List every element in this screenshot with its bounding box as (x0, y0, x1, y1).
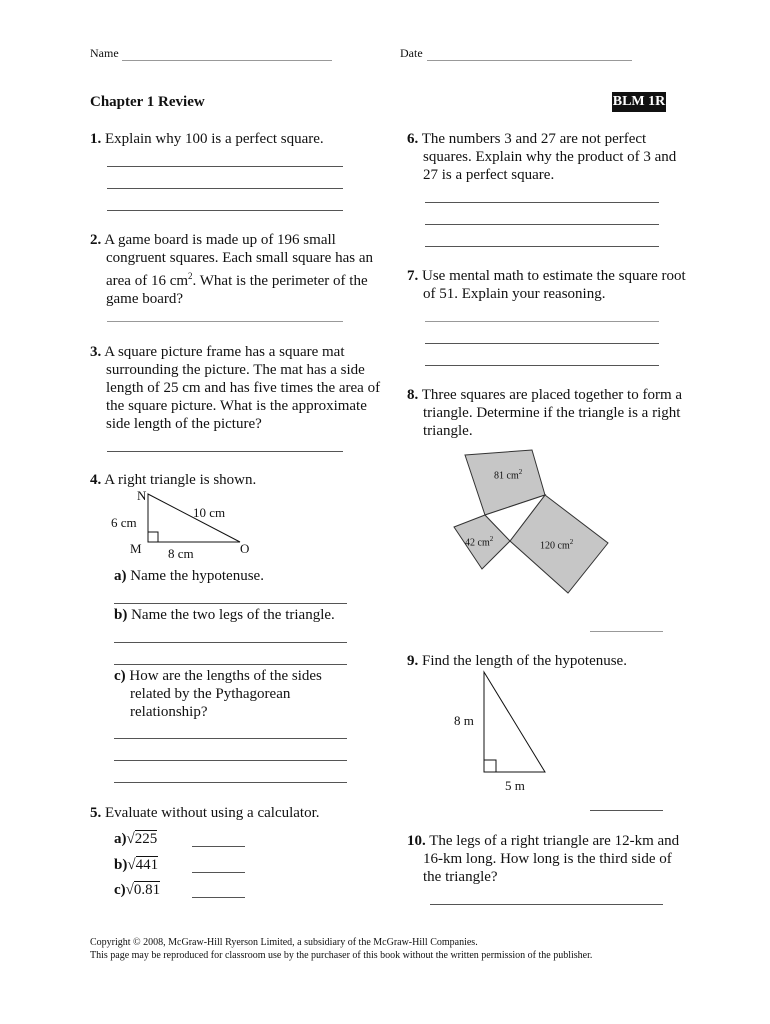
copyright-line-1: Copyright © 2008, McGraw-Hill Ryerson Limited, a subsidiary of the McGraw-Hill Companies. (90, 937, 478, 948)
q9-text: Find the length of the hypotenuse. (422, 653, 627, 669)
q7-text: Use mental math to estimate the square root of 51. Explain your reasoning. (422, 268, 686, 302)
vertex-o: O (240, 541, 250, 556)
q4b-label: b) (114, 607, 128, 623)
q8-text: Three squares are placed together to form a triangle. Determine if the triangle is a right triangle. (421, 387, 683, 439)
right-angle-marker (484, 760, 496, 772)
q6-answer-line-1[interactable] (425, 202, 659, 203)
square-42-label: 42 $cm^2$ (465, 535, 494, 549)
q5-text: Evaluate without using a calculator. (105, 805, 320, 821)
q3-answer-line[interactable] (107, 451, 343, 452)
vertex-n: N (137, 488, 147, 503)
q4b (114, 606, 335, 624)
q2-text-b: . What is the perimeter of the game board? (106, 273, 368, 307)
q6-number: 6. (407, 131, 419, 147)
q5a-answer-line[interactable] (192, 846, 245, 847)
right-angle-marker (148, 532, 158, 542)
q2-number: 2. (90, 232, 102, 248)
q6-answer-line-3[interactable] (425, 246, 659, 247)
copyright-line-2: This page may be reproduced for classroom use by the purchaser of this book without the written permission of the publisher. (90, 950, 593, 961)
q9-number: 9. (407, 653, 419, 669)
side-8m-label: 8 m (454, 713, 474, 728)
square-120-label: 120 $cm^2$ (540, 538, 574, 552)
question-8 (407, 386, 688, 440)
q9-answer-line[interactable] (590, 810, 663, 811)
square-81-label: 81 $cm^2$ (494, 468, 523, 482)
q4c-answer-line-2[interactable] (114, 760, 347, 761)
q4b-answer-line-1[interactable] (114, 642, 347, 643)
vertex-m: M (130, 541, 142, 556)
question-1 (90, 130, 360, 148)
q2-answer-line[interactable] (107, 321, 343, 322)
q4c-text: How are the lengths of the sides related by the Pythagorean relationship? (129, 668, 322, 720)
q1-number: 1. (90, 131, 102, 147)
q5b-label: b) (114, 857, 128, 873)
triangle-q9 (484, 672, 545, 772)
question-6 (407, 130, 688, 184)
q1-answer-line-3[interactable] (107, 210, 343, 211)
q3-number: 3. (90, 344, 102, 360)
q7-number: 7. (407, 268, 419, 284)
q4b-answer-line-2[interactable] (114, 664, 347, 665)
question-5 (90, 804, 320, 822)
q10-number: 10. (407, 833, 426, 849)
q7-answer-line-1[interactable] (425, 321, 659, 322)
three-squares-figure (440, 445, 620, 595)
q4a-text: Name the hypotenuse. (130, 568, 264, 584)
q5b-answer-line[interactable] (192, 872, 245, 873)
q6-text: The numbers 3 and 27 are not perfect squares. Explain why the product of 3 and 27 is a perfect square. (421, 131, 677, 183)
page-title: Chapter 1 Review (90, 94, 205, 110)
q5c-label: c) (114, 882, 126, 898)
question-10 (407, 832, 693, 886)
q7-answer-line-3[interactable] (425, 365, 659, 366)
q4a (114, 567, 264, 585)
q5c-radicand: 0.81 (133, 882, 161, 898)
question-7 (407, 267, 688, 303)
q5a (114, 830, 157, 848)
q5a-label: a) (114, 831, 127, 847)
q4c-answer-line-1[interactable] (114, 738, 347, 739)
sqrt-icon: √ (126, 831, 135, 847)
q5c (114, 881, 160, 899)
q1-text: Explain why 100 is a perfect square. (105, 131, 324, 147)
q1-answer-line-2[interactable] (107, 188, 343, 189)
name-field-line[interactable] (122, 60, 332, 61)
q4c (114, 667, 360, 721)
q10-answer-line[interactable] (430, 904, 663, 905)
q4b-text: Name the two legs of the triangle. (131, 607, 335, 623)
q7-answer-line-2[interactable] (425, 343, 659, 344)
copyright-footer (90, 936, 690, 962)
sqrt-icon: √ (125, 882, 134, 898)
name-label: Name (90, 46, 119, 60)
q4c-label: c) (114, 668, 126, 684)
q6-answer-line-2[interactable] (425, 224, 659, 225)
q2-superscript: 2 (188, 271, 193, 281)
q8-answer-line[interactable] (590, 631, 663, 632)
question-3 (90, 343, 386, 433)
q8-number: 8. (407, 387, 419, 403)
side-mo-label: 8 cm (168, 546, 194, 561)
blm-badge: BLM 1R (612, 92, 666, 112)
question-4 (90, 471, 350, 489)
q4a-label: a) (114, 568, 127, 584)
q4c-answer-line-3[interactable] (114, 782, 347, 783)
q5b-radicand: 441 (135, 857, 159, 873)
q10-text: The legs of a right triangle are 12-km and 16-km long. How long is the third side of the triangle? (423, 833, 680, 885)
q5b (114, 856, 158, 874)
q2-text-a: A game board is made up of 196 small congruent squares. Each small square has an area of 16 cm (104, 232, 373, 289)
q3-text: A square picture frame has a square mat surrounding the picture. The mat has a side length of 25 cm and has five times the area of the square picture. What is the approximate side length of the picture? (104, 344, 381, 432)
q5c-answer-line[interactable] (192, 897, 245, 898)
side-nm-label: 6 cm (111, 515, 137, 530)
question-2 (90, 231, 386, 308)
sqrt-icon: √ (127, 857, 136, 873)
q5-number: 5. (90, 805, 102, 821)
side-no-label: 10 cm (193, 505, 226, 520)
q4-number: 4. (90, 472, 102, 488)
q4-text: A right triangle is shown. (104, 472, 257, 488)
q5a-radicand: 225 (134, 831, 158, 847)
hypotenuse-triangle-figure (475, 668, 555, 776)
date-field-line[interactable] (427, 60, 632, 61)
side-5m-label: 5 m (505, 778, 525, 793)
q4a-answer-line[interactable] (114, 603, 347, 604)
date-label: Date (400, 46, 423, 60)
q1-answer-line-1[interactable] (107, 166, 343, 167)
